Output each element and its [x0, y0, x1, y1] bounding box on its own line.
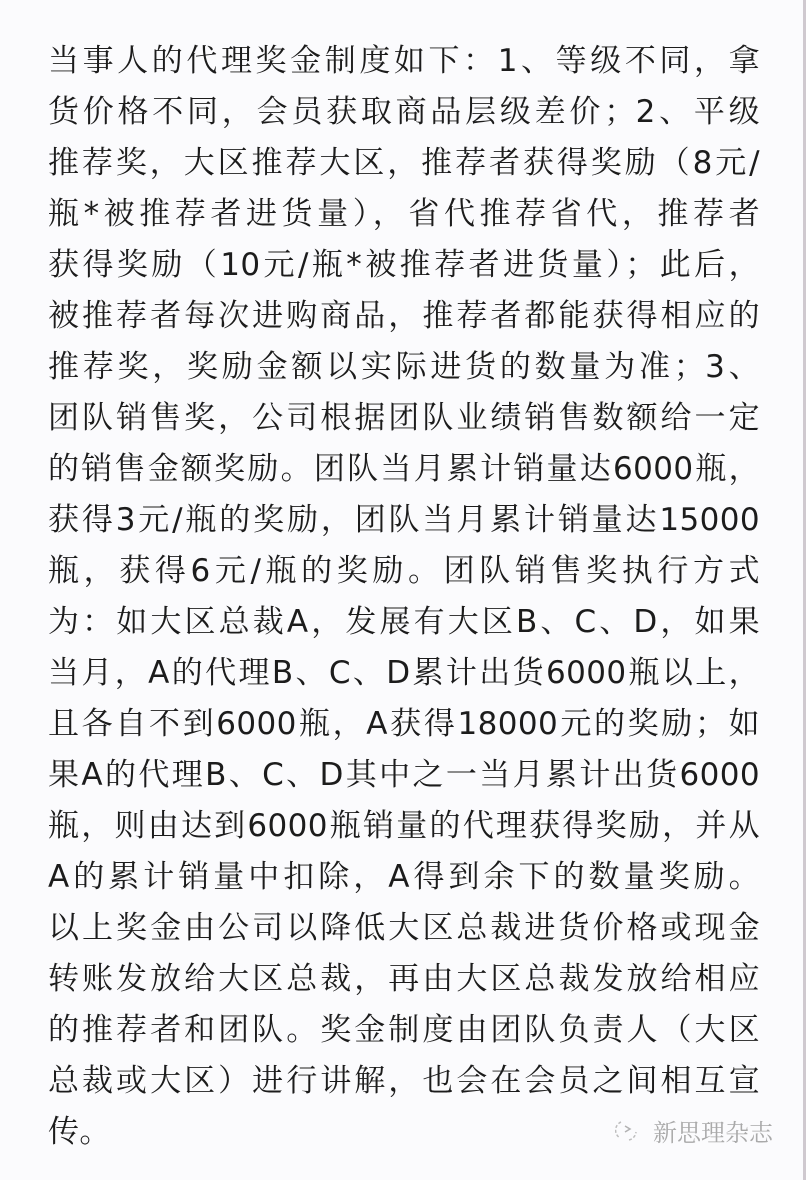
- text-line: 瓶*被推荐者进货量），省代推荐省代，推荐者: [48, 196, 760, 232]
- text-line: 总裁或大区）进行讲解，也会在会员之间相互宣: [48, 1063, 760, 1099]
- text-line: 转账发放给大区总裁，再由大区总裁发放给相应: [48, 961, 760, 997]
- text-line: 获得奖励（10元/瓶*被推荐者进货量）；此后，: [48, 247, 760, 283]
- text-line: 果A的代理B、C、D其中之一当月累计出货6000: [48, 757, 760, 793]
- text-line: 获得3元/瓶的奖励，团队当月累计销量达15000: [48, 502, 760, 538]
- text-line: 当月，A的代理B、C、D累计出货6000瓶以上，: [48, 655, 760, 691]
- watermark-text: 新思理杂志: [653, 1119, 773, 1147]
- text-line: 当事人的代理奖金制度如下：1、等级不同，拿: [48, 43, 760, 79]
- text-line: 团队销售奖，公司根据团队业绩销售数额给一定: [48, 400, 760, 436]
- article-body: [48, 36, 760, 1158]
- text-line: 推荐奖，大区推荐大区，推荐者获得奖励（8元/: [48, 145, 760, 181]
- text-line: 推荐奖，奖励金额以实际进货的数量为准；3、: [48, 349, 760, 385]
- text-line: 瓶，获得6元/瓶的奖励。团队销售奖执行方式: [48, 553, 760, 589]
- text-line: 以上奖金由公司以降低大区总裁进货价格或现金: [48, 910, 760, 946]
- watermark: [615, 1113, 773, 1148]
- wechat-icon: [615, 1118, 641, 1144]
- text-line: A的累计销量中扣除，A得到余下的数量奖励。: [48, 859, 760, 895]
- text-line: 瓶，则由达到6000瓶销量的代理获得奖励，并从: [48, 808, 760, 844]
- text-line: 且各自不到6000瓶，A获得18000元的奖励；如: [48, 706, 760, 742]
- text-line: 传。: [48, 1114, 111, 1150]
- text-line: 货价格不同，会员获取商品层级差价；2、平级: [48, 94, 760, 130]
- text-line: 为：如大区总裁A，发展有大区B、C、D，如果: [48, 604, 760, 640]
- text-line: 被推荐者每次进购商品，推荐者都能获得相应的: [48, 298, 760, 334]
- text-line: 的销售金额奖励。团队当月累计销量达6000瓶，: [48, 451, 760, 487]
- text-line: 的推荐者和团队。奖金制度由团队负责人（大区: [48, 1012, 760, 1048]
